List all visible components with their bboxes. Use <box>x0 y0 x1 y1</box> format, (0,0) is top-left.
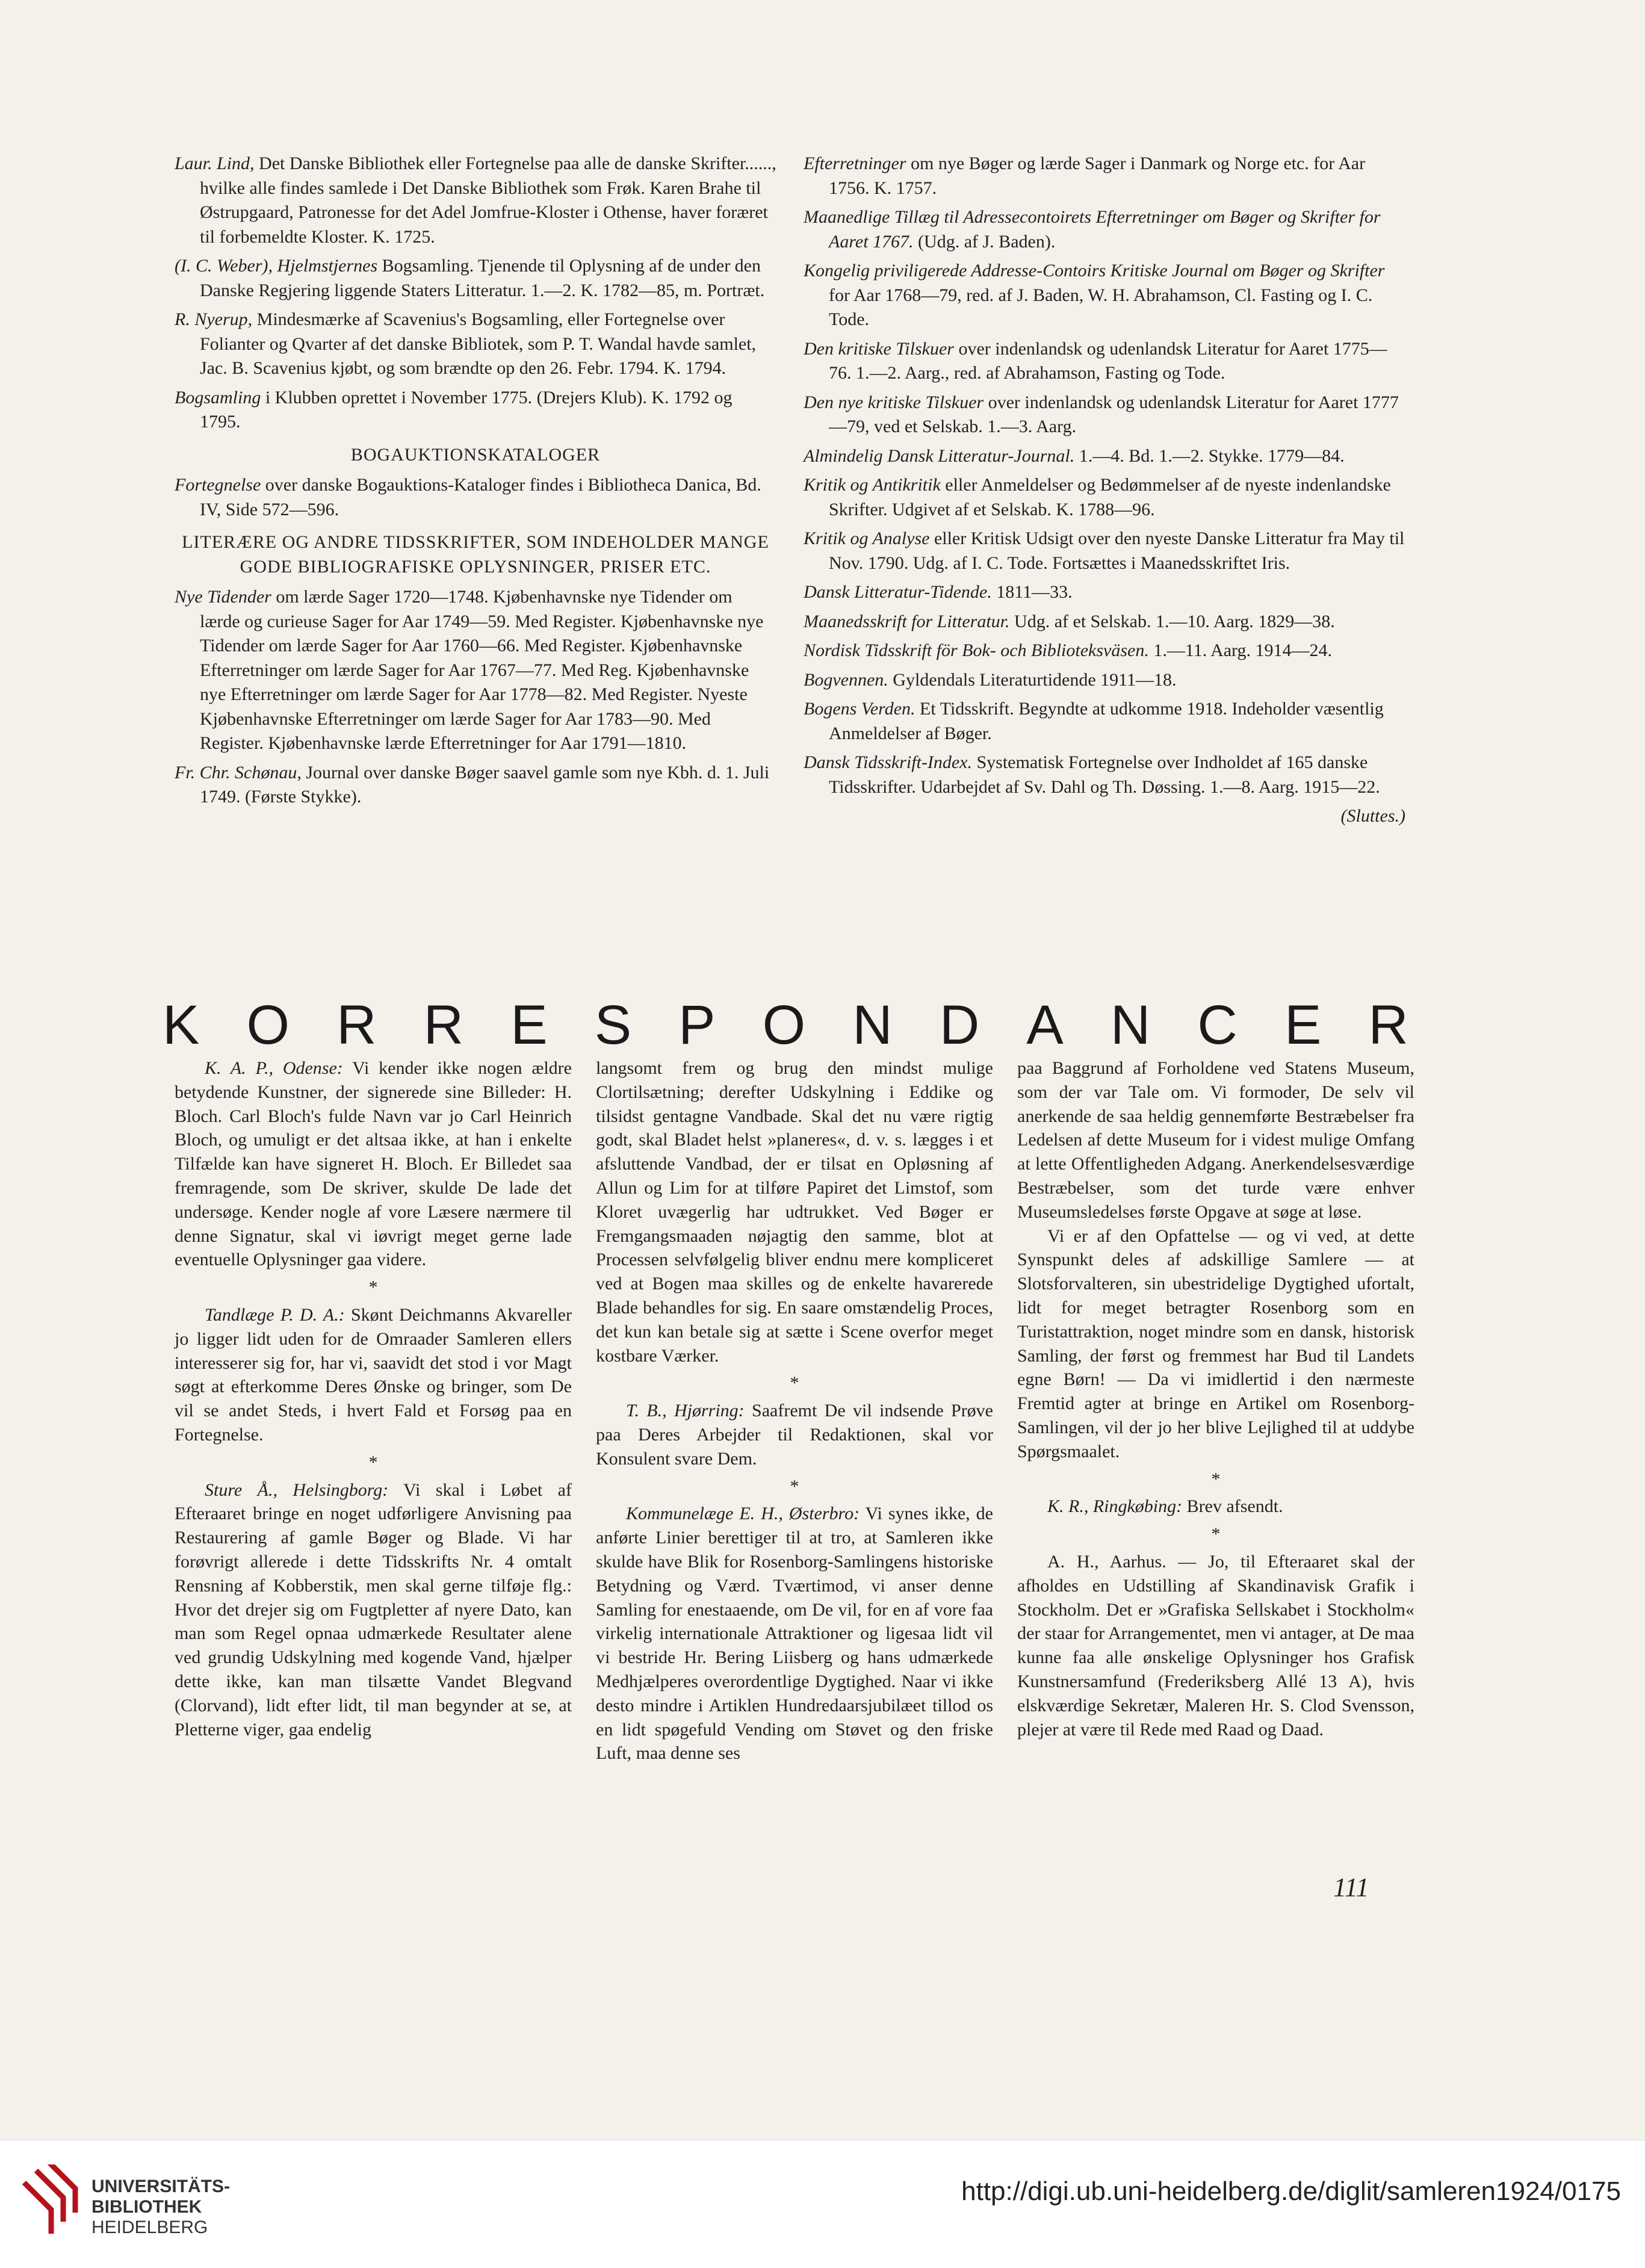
bibliography-entry: Fr. Chr. Schønau, Journal over danske Bøger saavel gamle som nye Kbh. d. 1. Juli 1749. (Første Stykke). <box>175 762 770 807</box>
title-letter: R <box>1368 994 1408 1056</box>
separator-asterisk: * <box>1211 1469 1221 1489</box>
bibliography-list-left <box>175 152 776 435</box>
letter-reply: T. B., Hjørring: Saafremt De vil indsende Prøve paa Deres Arbejder til Redaktionen, skal vor Konsulent svare Dem. <box>596 1401 993 1469</box>
bibliography-entry: Kritik og Antikritik eller Anmeldelser og Bedømmelser af de nyeste indenlandske Skrifter. Udgivet af et Selskab. K. 1788—96. <box>804 475 1391 519</box>
page-number: 111 <box>1333 1873 1369 1902</box>
to-be-continued-note: (Sluttes.) <box>1340 806 1405 826</box>
title-letter: R <box>423 994 464 1056</box>
bibliography-entry: Den kritiske Tilskuer over indenlandsk og udenlandsk Literatur for Aaret 1775—76. 1.—2. Aarg., red. af Abrahamson, Fasting og Tode. <box>804 338 1387 383</box>
letter-reply: Sture Å., Helsingborg: Vi skal i Løbet af Efteraaret bringe en noget udførligere Anvisning paa Restaurering af gamle Bøger og Blade. Vi har forøvrigt allerede i dette Tidsskrifts Nr. 4 omtalt Rensning af Kobberstik, men skal gerne tilføje flg.: Hvor det drejer sig om Fugtpletter af nyere Dato, kan man som Regel opnaa udmærkede Resultater alene ved grundig Udskylning med kogende Vand, hjælper dette ikke, kan man tilsætte Vandet Blegvand (Clorvand), lidt efter lidt, til man begynder at se, at Pletterne viger, gaa endelig <box>175 1479 572 1740</box>
library-logo-text: UNIVERSITÄTS- BIBLIOTHEK HEIDELBERG <box>91 2177 231 2237</box>
library-logo-icon <box>18 2164 84 2237</box>
correspondence-column-1 <box>175 1056 572 1741</box>
bibliography-entry: Maanedsskrift for Litteratur. Udg. af et Selskab. 1.—10. Aarg. 1829—38. <box>804 611 1335 631</box>
bibliography-entry: Kongelig priviligerede Addresse-Contoirs Kritiske Journal om Bøger og Skrifter for Aar 1768—79, red. af J. Baden, W. H. Abrahamson, Cl. Fasting og I. C. Tode. <box>804 261 1385 329</box>
title-letter: R <box>336 994 377 1056</box>
letter-continuation: langsomt frem og brug den mindst mulige Clortilsætning; derefter Udskylning i Eddike og tilsidst gentagne Vandbade. Skal det nu være rigtig godt, skal Bladet helst »planeres«, d. v. s. lægges i et afsluttende Vandbad, der er tilsat en Opløsning af Allun og Lim for at tilføre Papiret det Limstof, som Kloret uvægerlig har udtrukket. Ved Bøger er Fremgangsmaaden nøjagtig den samme, blot at Processen selvfølgelig bliver endnu mere kompliceret ved at Bogen maa skilles og de enkelte havarerede Blade behandles for sig. En saare omstændelig Proces, det kun kan betale sig at sætte i Scene overfor meget kostbare Værker. <box>596 1058 993 1366</box>
correspondence-column-2 <box>596 1056 993 1765</box>
letter-reply: K. R., Ringkøbing: Brev afsendt. <box>1047 1496 1283 1517</box>
title-letter: N <box>852 994 893 1056</box>
left-column <box>175 152 776 814</box>
source-url-link[interactable]: http://digi.ub.uni-heidelberg.de/diglit/samleren1924/0175 <box>961 2177 1621 2206</box>
bibliography-entry: R. Nyerup, Mindesmærke af Scavenius's Bogsamling, eller Fortegnelse over Folianter og Qvarter af det danske Bibliotek, som P. T. Wandal havde samlet, Jac. B. Scavenius kjøbt, og som brændte op den 26. Febr. 1794. K. 1794. <box>175 309 757 378</box>
bibliography-entry: Efterretninger om nye Bøger og lærde Sager i Danmark og Norge etc. for Aar 1756. K. 1757. <box>804 153 1366 198</box>
title-letter: C <box>1197 994 1238 1056</box>
bibliography-entry: Bogsamling i Klubben oprettet i November 1775. (Drejers Klub). K. 1792 og 1795. <box>175 387 733 432</box>
bibliography-entry: Laur. Lind, Det Danske Bibliothek eller Fortegnelse paa alle de danske Skrifter......, hvilke alle findes samlede i Det Danske Bibliothek som Frøk. Karen Brahe til Østrupgaard, Patronesse for det Adel Jomfrue-Kloster i Othense, haver foræret til forbemeldte Kloster. K. 1725. <box>175 153 776 247</box>
title-letter: E <box>1284 994 1322 1056</box>
periodicals-list-left <box>175 585 776 810</box>
heading-auction-catalogs: BOGAUKTIONSKATALOGER <box>350 444 601 465</box>
bibliography-entry: Dansk Litteratur-Tidende. 1811—33. <box>804 582 1073 602</box>
bibliography-entry: Den nye kritiske Tilskuer over indenlandsk og udenlandsk Literatur for Aaret 1777—79, ved et Selskab. 1.—3. Aarg. <box>804 392 1399 436</box>
correspondence-column-3 <box>1017 1056 1414 1741</box>
letter-continuation: paa Baggrund af Forholdene ved Statens Museum, som der var Tale om. Vi formoder, De selv vil anerkende de saa heldig gennemførte Bestræbelser fra Ledelsen af dette Museum for i videst mulige Omfang at lette Offentligheden Adgang. Anerkendelsesværdige Bestræbelser, som det turde være enhver Museumsledelses første Opgave at søge at løse. <box>1017 1058 1414 1222</box>
heading-periodicals: LITERÆRE OG ANDRE TIDSSKRIFTER, SOM INDEHOLDER MANGE GODE BIBLIOGRAFISKE OPLYSNINGER, PRISER ETC. <box>182 532 769 577</box>
bibliography-entry: Maanedlige Tillæg til Adressecontoirets Efterretninger om Bøger og Skrifter for Aaret 1767. (Udg. af J. Baden). <box>804 207 1381 252</box>
bibliography-entry: Nordisk Tidsskrift för Bok- och Biblioteksväsen. 1.—11. Aarg. 1914—24. <box>804 640 1333 660</box>
letter-reply: Kommunelæge E. H., Østerbro: Vi synes ikke, de anførte Linier berettiger til at tro, at Samleren ikke skulde have Blik for Rosenborg-Samlingens historiske Betydning og Værd. Tværtimod, vi anser denne Samling for enestaaende, om De vil, for en af vore faa virkelig internationale Attraktioner og ligesaa lidt vil vi bestride Hr. Bering Liisberg og hans udmærkede Medhjælperes overordentlige Dygtighed. Naar vi ikke desto mindre i Artiklen Hundredaarsjubilæet tillod os en lidt spøgefuld Vending om Støvet og den friske Luft, maa denne ses <box>596 1504 993 1764</box>
title-letter: K <box>163 994 200 1056</box>
bibliography-entry: Dansk Tidsskrift-Index. Systematisk Fortegnelse over Indholdet af 165 danske Tidsskrifter. Udarbejdet af Sv. Dahl og Th. Døssing. 1.—8. Aarg. 1915—22. <box>804 752 1380 797</box>
bibliography-entry: Bogvennen. Gyldendals Literaturtidende 1911—18. <box>804 669 1177 690</box>
title-letter: O <box>246 994 290 1056</box>
title-letter: S <box>594 994 632 1056</box>
separator-asterisk: * <box>790 1476 799 1496</box>
bibliography-entry: Almindelig Dansk Litteratur-Journal. 1.—4. Bd. 1.—2. Stykke. 1779—84. <box>804 445 1345 466</box>
section-title-korrespondancer <box>163 992 1408 1058</box>
separator-asterisk: * <box>1211 1524 1221 1545</box>
separator-asterisk: * <box>790 1373 799 1393</box>
bibliography-entry: Nye Tidender om lærde Sager 1720—1748. Kjøbenhavnske nye Tidender om lærde og curieuse Sager for Aar 1749—59. Med Register. Kjøbenhavnske nye Tidender om lærde Sager for Aar 1760—66. Med Register. Kjøbenhavnske Efterretninger om lærde Sager for Aar 1767—77. Med Reg. Kjøbenhavnske nye Efterretninger om lærde Sager for Aar 1778—82. Med Register. Nyeste Kjøbenhavnske Efterretninger om lærde Sager for Aar 1783—90. Med Register. Kjøbenhavnske lærde Efterretninger for Aar 1791—1810. <box>175 587 764 753</box>
title-letter: D <box>939 994 980 1056</box>
bibliography-entry: Bogens Verden. Et Tidsskrift. Begyndte at udkomme 1918. Indeholder væsentlig Anmeldelser af Bøger. <box>804 699 1384 743</box>
letter-reply: K. A. P., Odense: Vi kender ikke nogen ældre betydende Kunstner, der signerede sine Billeder: H. Bloch. Carl Bloch's fulde Navn var jo Carl Heinrich Bloch, og umuligt er det altsaa ikke, at han i enkelte Tilfælde kan have signeret H. Bloch. Er Billedet saa fremragende, som De skriver, skulde De lade det undersøge. Kender nogle af vore Læsere nærmere til denne Signatur, skal vi iøvrigt meget gerne lade eventuelle Oplysninger gaa videre. <box>175 1058 572 1270</box>
title-letter: O <box>762 994 806 1056</box>
footer-bar <box>0 2140 1645 2268</box>
title-letter: E <box>510 994 548 1056</box>
title-letter: N <box>1110 994 1151 1056</box>
title-letter: P <box>678 994 716 1056</box>
periodicals-list-right <box>804 152 1405 799</box>
separator-asterisk: * <box>368 1452 378 1472</box>
letter-paragraph: Vi er af den Opfattelse — og vi ved, at dette Synspunkt deles af adskillige Samlere — at Slotsforvalteren, sin ubestridelige Dygtighed ufortalt, lidt for meget betragter Rosenborg som en Turistattraktion, noget mindre som en dansk, historisk Samling, der først og fremmest har Bud til Landets egne Børn! — Da vi imidlertid i den nærmeste Fremtid agter at bringe en Artikel om Rosenborg-Samlingen, vil der jo her blive Lejlighed til at uddybe Spørgsmaalet. <box>1017 1225 1414 1461</box>
bibliography-entry: (I. C. Weber), Hjelmstjernes Bogsamling. Tjenende til Oplysning af de under den Danske Regjering liggende Staters Litteratur. 1.—2. K. 1782—85, m. Portræt. <box>175 256 765 300</box>
right-column <box>804 152 1405 829</box>
separator-asterisk: * <box>368 1277 378 1298</box>
letter-reply: Tandlæge P. D. A.: Skønt Deichmanns Akvareller jo ligger lidt uden for de Omraader Samleren ellers interesserer sig for, har vi, saavidt det stod i vor Magt søgt at efterkomme Deres Ønske og bringer, som De vil se andet Steds, i hvert Fald et Forsøg paa en Fortegnelse. <box>175 1304 572 1445</box>
title-letter: A <box>1026 994 1064 1056</box>
bibliography-entry: Kritik og Analyse eller Kritisk Udsigt over den nyeste Danske Litteratur fra May til Nov. 1790. Udg. af I. C. Tode. Fortsættes i Maanedsskriftet Iris. <box>804 528 1405 573</box>
auction-entry: Fortegnelse over danske Bogauktions-Kataloger findes i Bibliotheca Danica, Bd. IV, Side 572—596. <box>175 475 761 519</box>
letter-paragraph: A. H., Aarhus. — Jo, til Efteraaret skal der afholdes en Udstilling af Skandinavisk Grafik i Stockholm. Det er »Grafiska Sellskabet i Stockholm« der staar for Arrangementet, men vi antager, at De maa kunne faa alle ønskelige Oplysninger hos Grafisk Kunstnersamfund (Frederiksberg Allé 13 A), hvis elskværdige Sekretær, Maleren Hr. S. Clod Svensson, plejer at være til Rede med Raad og Daad. <box>1017 1551 1414 1740</box>
